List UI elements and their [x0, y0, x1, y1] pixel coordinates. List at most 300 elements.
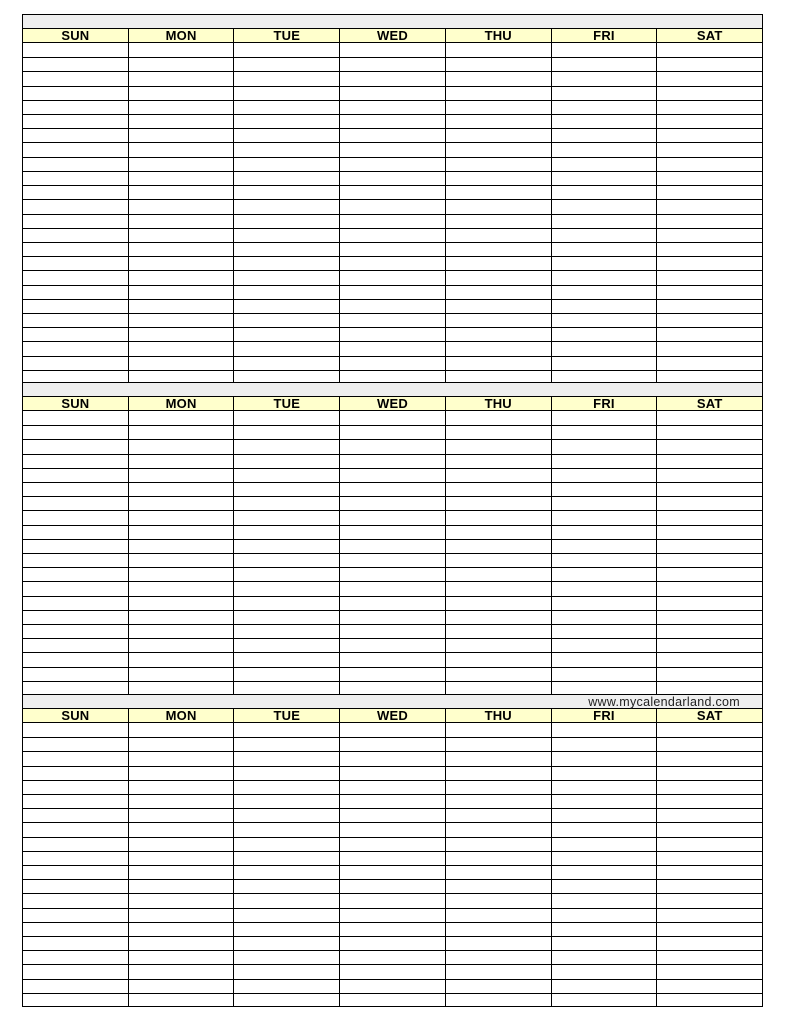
day-column: [23, 411, 129, 695]
writing-line: [552, 114, 657, 115]
writing-line: [446, 822, 551, 823]
writing-line: [552, 539, 657, 540]
writing-line: [234, 525, 339, 526]
writing-line: [340, 936, 445, 937]
writing-line: [446, 553, 551, 554]
writing-line: [552, 581, 657, 582]
writing-line: [446, 86, 551, 87]
writing-line: [657, 439, 762, 440]
writing-line: [340, 454, 445, 455]
writing-line: [234, 256, 339, 257]
day-header: WED: [340, 709, 446, 722]
writing-line: [657, 879, 762, 880]
writing-line: [340, 879, 445, 880]
writing-line: [23, 171, 128, 172]
writing-line: [446, 454, 551, 455]
writing-line: [129, 128, 234, 129]
writing-line: [234, 313, 339, 314]
writing-line: [129, 794, 234, 795]
writing-line: [446, 865, 551, 866]
writing-line: [23, 567, 128, 568]
writing-line: [129, 851, 234, 852]
writing-line: [129, 553, 234, 554]
writing-line: [446, 185, 551, 186]
writing-line: [657, 865, 762, 866]
writing-line: [657, 681, 762, 682]
writing-line: [23, 851, 128, 852]
writing-line: [23, 425, 128, 426]
writing-line: [340, 539, 445, 540]
day-column: [552, 411, 658, 695]
writing-line: [23, 681, 128, 682]
writing-line: [552, 893, 657, 894]
writing-line: [446, 567, 551, 568]
writing-line: [552, 979, 657, 980]
writing-line: [552, 171, 657, 172]
writing-line: [234, 780, 339, 781]
writing-line: [446, 214, 551, 215]
bottom-border: [22, 1006, 763, 1007]
day-columns: [23, 43, 762, 384]
writing-line: [23, 766, 128, 767]
day-header: WED: [340, 29, 446, 42]
writing-line: [234, 766, 339, 767]
writing-line: [234, 581, 339, 582]
writing-line: [552, 454, 657, 455]
writing-line: [129, 100, 234, 101]
writing-line: [657, 737, 762, 738]
writing-line: [552, 681, 657, 682]
writing-line: [340, 57, 445, 58]
day-column: [23, 43, 129, 384]
day-column: [340, 43, 446, 384]
writing-line: [129, 922, 234, 923]
writing-line: [657, 993, 762, 994]
day-column: [657, 723, 762, 1007]
writing-line: [552, 766, 657, 767]
writing-line: [23, 780, 128, 781]
writing-line: [340, 893, 445, 894]
writing-line: [23, 496, 128, 497]
writing-line: [446, 142, 551, 143]
writing-line: [657, 185, 762, 186]
writing-line: [446, 922, 551, 923]
writing-line: [657, 525, 762, 526]
writing-line: [657, 114, 762, 115]
writing-line: [446, 993, 551, 994]
day-header: SAT: [657, 397, 762, 410]
writing-line: [446, 370, 551, 371]
writing-line: [234, 851, 339, 852]
writing-line: [129, 86, 234, 87]
writing-line: [129, 214, 234, 215]
writing-line: [446, 794, 551, 795]
writing-line: [234, 114, 339, 115]
writing-line: [340, 86, 445, 87]
writing-line: [552, 57, 657, 58]
writing-line: [657, 157, 762, 158]
writing-line: [657, 652, 762, 653]
writing-line: [234, 667, 339, 668]
writing-line: [552, 214, 657, 215]
day-header: TUE: [234, 29, 340, 42]
writing-line: [129, 496, 234, 497]
day-header: FRI: [552, 29, 658, 42]
writing-line: [340, 256, 445, 257]
writing-line: [657, 936, 762, 937]
writing-line: [657, 922, 762, 923]
writing-line: [657, 596, 762, 597]
writing-line: [129, 610, 234, 611]
writing-line: [446, 299, 551, 300]
writing-line: [129, 893, 234, 894]
writing-line: [340, 638, 445, 639]
writing-line: [340, 114, 445, 115]
writing-line: [23, 908, 128, 909]
writing-line: [552, 822, 657, 823]
writing-line: [234, 370, 339, 371]
writing-line: [23, 242, 128, 243]
writing-line: [23, 341, 128, 342]
writing-line: [234, 425, 339, 426]
writing-line: [234, 553, 339, 554]
writing-line: [23, 837, 128, 838]
writing-line: [657, 667, 762, 668]
writing-line: [340, 171, 445, 172]
day-header-row: [23, 709, 762, 723]
writing-line: [340, 525, 445, 526]
writing-line: [340, 681, 445, 682]
writing-line: [340, 242, 445, 243]
day-header: FRI: [552, 397, 658, 410]
day-column: [552, 723, 658, 1007]
day-header: SUN: [23, 397, 129, 410]
writing-line: [23, 936, 128, 937]
writing-line: [340, 964, 445, 965]
writing-line: [340, 596, 445, 597]
day-column: [446, 411, 552, 695]
week-label-band: [23, 14, 762, 29]
writing-line: [129, 681, 234, 682]
writing-line: [340, 313, 445, 314]
writing-line: [446, 893, 551, 894]
writing-line: [23, 57, 128, 58]
writing-line: [23, 299, 128, 300]
writing-line: [234, 936, 339, 937]
writing-line: [446, 356, 551, 357]
writing-line: [129, 157, 234, 158]
writing-line: [552, 128, 657, 129]
writing-line: [234, 171, 339, 172]
writing-line: [340, 199, 445, 200]
day-header: THU: [446, 709, 552, 722]
writing-line: [657, 86, 762, 87]
day-column: [234, 43, 340, 384]
writing-line: [129, 567, 234, 568]
day-column: [552, 43, 658, 384]
writing-line: [340, 751, 445, 752]
writing-line: [446, 57, 551, 58]
writing-line: [446, 128, 551, 129]
writing-line: [552, 71, 657, 72]
writing-line: [340, 425, 445, 426]
writing-line: [129, 370, 234, 371]
writing-line: [234, 624, 339, 625]
writing-line: [552, 242, 657, 243]
writing-line: [129, 667, 234, 668]
writing-line: [23, 128, 128, 129]
day-column: [129, 723, 235, 1007]
writing-line: [446, 610, 551, 611]
writing-line: [234, 964, 339, 965]
writing-line: [552, 908, 657, 909]
writing-line: [129, 114, 234, 115]
writing-line: [446, 751, 551, 752]
writing-line: [234, 681, 339, 682]
writing-line: [446, 780, 551, 781]
writing-line: [23, 950, 128, 951]
website-url: www.mycalendarland.com: [588, 695, 740, 709]
writing-line: [657, 270, 762, 271]
writing-line: [657, 327, 762, 328]
writing-line: [657, 454, 762, 455]
writing-line: [657, 567, 762, 568]
day-header: SAT: [657, 29, 762, 42]
writing-line: [446, 681, 551, 682]
day-header-row: [23, 29, 762, 43]
writing-line: [340, 794, 445, 795]
writing-line: [234, 638, 339, 639]
writing-line: [657, 142, 762, 143]
writing-line: [552, 341, 657, 342]
writing-line: [340, 624, 445, 625]
writing-line: [23, 270, 128, 271]
writing-line: [23, 228, 128, 229]
writing-line: [657, 851, 762, 852]
writing-line: [129, 285, 234, 286]
writing-line: [340, 737, 445, 738]
day-header: WED: [340, 397, 446, 410]
writing-line: [446, 157, 551, 158]
writing-line: [234, 808, 339, 809]
writing-line: [446, 638, 551, 639]
writing-line: [234, 327, 339, 328]
writing-line: [552, 596, 657, 597]
writing-line: [340, 185, 445, 186]
day-columns: [23, 411, 762, 695]
writing-line: [340, 285, 445, 286]
writing-line: [234, 652, 339, 653]
writing-line: [129, 865, 234, 866]
writing-line: [552, 624, 657, 625]
writing-line: [129, 581, 234, 582]
writing-line: [129, 228, 234, 229]
writing-line: [129, 822, 234, 823]
day-column: [340, 411, 446, 695]
writing-line: [657, 808, 762, 809]
writing-line: [657, 228, 762, 229]
writing-line: [129, 356, 234, 357]
writing-line: [657, 950, 762, 951]
writing-line: [657, 624, 762, 625]
writing-line: [23, 879, 128, 880]
writing-line: [129, 837, 234, 838]
writing-line: [340, 766, 445, 767]
writing-line: [552, 496, 657, 497]
writing-line: [340, 908, 445, 909]
writing-line: [129, 624, 234, 625]
writing-line: [129, 751, 234, 752]
writing-line: [234, 228, 339, 229]
writing-line: [657, 510, 762, 511]
writing-line: [340, 214, 445, 215]
writing-line: [552, 794, 657, 795]
day-column: [129, 43, 235, 384]
writing-line: [129, 879, 234, 880]
writing-line: [340, 370, 445, 371]
writing-line: [446, 313, 551, 314]
writing-line: [340, 979, 445, 980]
writing-line: [23, 737, 128, 738]
writing-line: [234, 468, 339, 469]
writing-line: [552, 922, 657, 923]
writing-line: [552, 780, 657, 781]
writing-line: [129, 454, 234, 455]
writing-line: [552, 482, 657, 483]
writing-line: [446, 964, 551, 965]
writing-line: [129, 979, 234, 980]
writing-line: [23, 370, 128, 371]
writing-line: [552, 425, 657, 426]
writing-line: [340, 100, 445, 101]
day-header: TUE: [234, 397, 340, 410]
writing-line: [446, 270, 551, 271]
writing-line: [234, 454, 339, 455]
writing-line: [657, 780, 762, 781]
writing-line: [446, 327, 551, 328]
writing-line: [552, 356, 657, 357]
writing-line: [234, 482, 339, 483]
writing-line: [23, 510, 128, 511]
writing-line: [446, 851, 551, 852]
writing-line: [340, 950, 445, 951]
writing-line: [657, 313, 762, 314]
writing-line: [657, 128, 762, 129]
writing-line: [657, 299, 762, 300]
writing-line: [23, 86, 128, 87]
day-column: [129, 411, 235, 695]
writing-line: [23, 285, 128, 286]
writing-line: [657, 751, 762, 752]
writing-line: [234, 950, 339, 951]
writing-line: [657, 553, 762, 554]
day-header: MON: [129, 709, 235, 722]
writing-line: [234, 299, 339, 300]
writing-line: [657, 214, 762, 215]
writing-line: [129, 71, 234, 72]
writing-line: [234, 270, 339, 271]
writing-line: [234, 242, 339, 243]
writing-line: [23, 993, 128, 994]
writing-line: [340, 71, 445, 72]
writing-line: [657, 837, 762, 838]
writing-line: [446, 539, 551, 540]
day-header: SUN: [23, 709, 129, 722]
writing-line: [340, 851, 445, 852]
writing-line: [657, 794, 762, 795]
writing-line: [234, 822, 339, 823]
writing-line: [129, 57, 234, 58]
writing-line: [234, 794, 339, 795]
writing-line: [446, 837, 551, 838]
writing-line: [234, 214, 339, 215]
writing-line: [552, 610, 657, 611]
writing-line: [657, 539, 762, 540]
writing-line: [23, 214, 128, 215]
writing-line: [552, 285, 657, 286]
day-column: [446, 43, 552, 384]
writing-line: [234, 979, 339, 980]
writing-line: [234, 285, 339, 286]
writing-line: [657, 822, 762, 823]
writing-line: [657, 356, 762, 357]
writing-line: [23, 142, 128, 143]
day-column: [446, 723, 552, 1007]
writing-line: [234, 865, 339, 866]
writing-line: [657, 979, 762, 980]
writing-line: [23, 525, 128, 526]
writing-line: [129, 808, 234, 809]
day-header: THU: [446, 29, 552, 42]
writing-line: [657, 425, 762, 426]
day-header-row: [23, 397, 762, 411]
writing-line: [129, 468, 234, 469]
day-column: [234, 723, 340, 1007]
writing-line: [23, 865, 128, 866]
writing-line: [23, 539, 128, 540]
writing-line: [129, 766, 234, 767]
writing-line: [552, 638, 657, 639]
writing-line: [234, 993, 339, 994]
writing-line: [657, 581, 762, 582]
writing-line: [23, 638, 128, 639]
writing-line: [340, 510, 445, 511]
writing-line: [552, 299, 657, 300]
writing-line: [23, 893, 128, 894]
writing-line: [446, 936, 551, 937]
writing-line: [234, 199, 339, 200]
writing-line: [234, 100, 339, 101]
writing-line: [23, 979, 128, 980]
day-header: MON: [129, 397, 235, 410]
writing-line: [234, 596, 339, 597]
writing-line: [446, 496, 551, 497]
writing-line: [129, 439, 234, 440]
writing-line: [234, 496, 339, 497]
day-column: [340, 723, 446, 1007]
writing-line: [23, 114, 128, 115]
writing-line: [234, 751, 339, 752]
writing-line: [340, 270, 445, 271]
writing-line: [446, 766, 551, 767]
writing-line: [657, 256, 762, 257]
writing-line: [446, 199, 551, 200]
writing-line: [657, 57, 762, 58]
writing-line: [552, 751, 657, 752]
writing-line: [446, 242, 551, 243]
day-column: [234, 411, 340, 695]
writing-line: [23, 199, 128, 200]
